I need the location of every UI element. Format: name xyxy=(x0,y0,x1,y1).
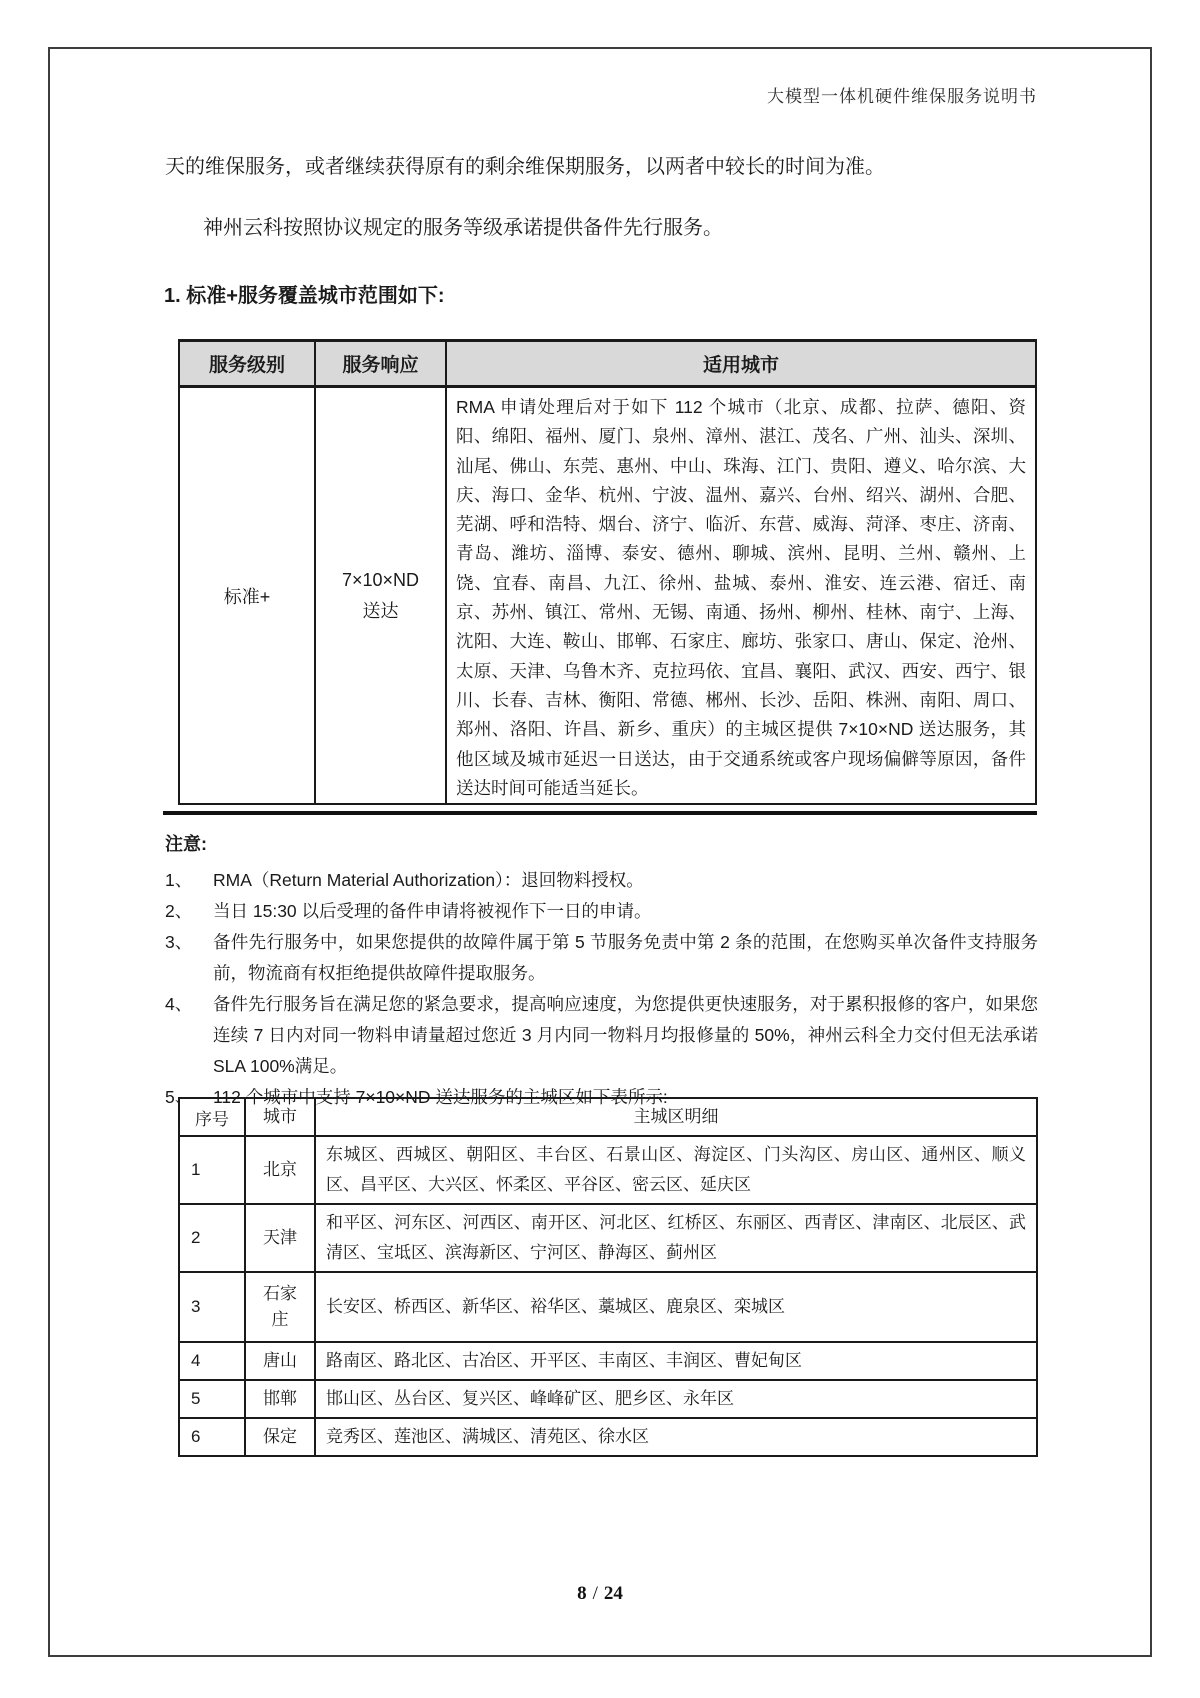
district-row-city: 北京 xyxy=(244,1137,314,1203)
district-row-no: 3 xyxy=(191,1297,201,1316)
district-row-city: 天津 xyxy=(244,1205,314,1271)
note-item-3 xyxy=(165,927,1038,989)
note-item-2 xyxy=(165,896,1038,927)
service-level-table xyxy=(178,339,1037,805)
district-table-header-row xyxy=(180,1099,1036,1135)
district-row-detail: 和平区、河东区、河西区、南开区、河北区、红桥区、东丽区、西青区、津南区、北辰区、武清区、宝坻区、滨海新区、宁河区、静海区、蓟州区 xyxy=(314,1205,1036,1271)
district-header-detail: 主城区明细 xyxy=(314,1099,1036,1135)
district-table xyxy=(178,1097,1038,1457)
district-row-tangshan xyxy=(180,1341,1036,1379)
district-row-no: 2 xyxy=(191,1228,201,1247)
district-row-tianjin xyxy=(180,1203,1036,1271)
note-item-1 xyxy=(165,865,1038,896)
service-response-line2: 送达 xyxy=(362,600,399,621)
district-row-beijing xyxy=(180,1135,1036,1203)
page-number-separator: / xyxy=(592,1583,598,1604)
district-row-city: 唐山 xyxy=(244,1343,314,1379)
service-table-header-row xyxy=(180,342,1035,388)
district-row-detail: 长安区、桥西区、新华区、裕华区、藁城区、鹿泉区、栾城区 xyxy=(314,1273,1036,1341)
district-row-city: 邯郸 xyxy=(244,1381,314,1417)
service-table-header-response: 服务响应 xyxy=(314,342,445,385)
note-number: 2、 xyxy=(165,901,193,921)
note-item-4 xyxy=(165,989,1038,1082)
district-row-city: 保定 xyxy=(244,1419,314,1455)
district-row-no: 1 xyxy=(191,1160,201,1179)
service-level-cell: 标准+ xyxy=(223,586,271,607)
total-page-count: 24 xyxy=(603,1583,623,1604)
note-number: 4、 xyxy=(165,994,193,1014)
note-number: 5、 xyxy=(165,1087,193,1107)
section-divider-rule xyxy=(163,811,1037,815)
district-row-no: 4 xyxy=(191,1351,201,1370)
district-row-detail: 路南区、路北区、古冶区、开平区、丰南区、丰润区、曹妃甸区 xyxy=(314,1343,1036,1379)
district-row-city: 石家庄 xyxy=(244,1273,314,1341)
district-header-city: 城市 xyxy=(244,1099,314,1135)
note-text: RMA（Return Material Authorization）：退回物料授权。 xyxy=(213,870,644,890)
service-table-data-row xyxy=(180,388,1035,803)
district-row-shijiazhuang xyxy=(180,1271,1036,1341)
current-page-number: 8 xyxy=(577,1583,587,1604)
page-number-footer xyxy=(0,1583,1200,1605)
district-row-detail: 邯山区、丛台区、复兴区、峰峰矿区、肥乡区、永年区 xyxy=(314,1381,1036,1417)
district-row-detail: 竞秀区、莲池区、满城区、清苑区、徐水区 xyxy=(314,1419,1036,1455)
service-response-line1: 7×10×ND xyxy=(341,569,420,590)
notes-label: 注意: xyxy=(165,834,207,854)
district-row-detail: 东城区、西城区、朝阳区、丰台区、石景山区、海淀区、门头沟区、房山区、通州区、顺义区、昌平区、大兴区、怀柔区、平谷区、密云区、延庆区 xyxy=(314,1137,1036,1203)
service-response-cell xyxy=(314,388,445,803)
note-number: 3、 xyxy=(165,932,193,952)
document-header-title: 大模型一体机硬件维保服务说明书 xyxy=(767,87,1037,106)
district-row-baoding xyxy=(180,1417,1036,1455)
note-number: 1、 xyxy=(165,870,193,890)
paragraph-warranty-continuation: 天的维保服务，或者继续获得原有的剩余维保期服务，以两者中较长的时间为准。 xyxy=(165,156,885,178)
applicable-cities-cell: RMA 申请处理后对于如下 112 个城市（北京、成都、拉萨、德阳、资阳、绵阳、福州、厦门、泉州、漳州、湛江、茂名、广州、汕头、深圳、汕尾、佛山、东莞、惠州、中山、珠海、江门、贵阳、遵义、哈尔滨、大庆、海口、金华、杭州、宁波、温州、嘉兴、台州、绍兴、湖州、合肥、芜湖、呼和浩特、烟台、济宁、临沂、东营、威海、菏泽、枣庄、济南、青岛、潍坊、淄博、泰安、德州、聊城、滨州、昆明、兰州、赣州、上饶、宜春、南昌、九江、徐州、盐城、泰州、淮安、连云港、宿迁、南京、苏州、镇江、常州、无锡、南通、扬州、柳州、桂林、南宁、上海、沈阳、大连、鞍山、邯郸、石家庄、廊坊、张家口、唐山、保定、沧州、太原、天津、乌鲁木齐、克拉玛依、宜昌、襄阳、武汉、西安、西宁、银川、长春、吉林、衡阳、常德、郴州、长沙、岳阳、株洲、南阳、周口、郑州、洛阳、许昌、新乡、重庆）的主城区提供 7×10×ND 送达服务，其他区域及城市延迟一日送达，由于交通系统或客户现场偏僻等原因，备件送达时间可能适当延长。 xyxy=(445,388,1035,803)
section-heading-coverage: 1. 标准+服务覆盖城市范围如下: xyxy=(164,285,445,307)
notes-section xyxy=(165,830,1038,1113)
service-table-header-level: 服务级别 xyxy=(208,355,285,376)
note-text: 当日 15:30 以后受理的备件申请将被视作下一日的申请。 xyxy=(213,901,652,921)
note-text: 112 个城市中支持 7×10×ND 送达服务的主城区如下表所示: xyxy=(213,1087,668,1107)
district-row-handan xyxy=(180,1379,1036,1417)
district-row-no: 6 xyxy=(191,1427,201,1446)
district-row-no: 5 xyxy=(191,1389,201,1408)
note-text: 备件先行服务中，如果您提供的故障件属于第 5 节服务免责中第 2 条的范围，在您购买单次备件支持服务前，物流商有权拒绝提供故障件提取服务。 xyxy=(213,932,1038,983)
district-header-no: 序号 xyxy=(195,1109,229,1129)
note-text: 备件先行服务旨在满足您的紧急要求，提高响应速度，为您提供更快速服务，对于累积报修的客户，如果您连续 7 日内对同一物料申请量超过您近 3 月内同一物料月均报修量的 50%，神州云科全力交付但无法承诺 SLA 100%满足。 xyxy=(213,994,1038,1076)
service-table-header-cities: 适用城市 xyxy=(445,342,1035,385)
paragraph-spare-parts-commitment: 神州云科按照协议规定的服务等级承诺提供备件先行服务。 xyxy=(203,217,723,239)
